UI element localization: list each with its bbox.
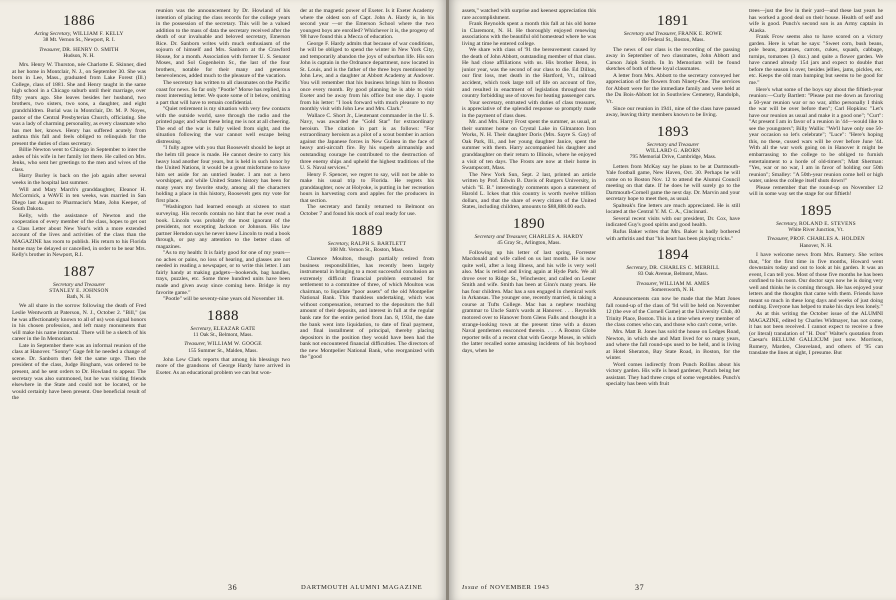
officer-address: 45 Gray St., Arlington, Mass. <box>497 240 561 247</box>
page-number-right: 37 <box>635 583 645 592</box>
class-year-heading: 1894 <box>657 247 689 264</box>
news-paragraph: Mr. and Mrs. Harry Frost spent the summer, as usual, at their summer home on Crystal Lake in Gilmanton Iron Works, N. H. Their daughter Doris (Mrs. Sayre S. Gay) of Oak Park, Ill., and her young daughter Janice, spent the summer with them. Harry accompanied his daughter and granddaughter on their return to Illinois, where he enjoyed a visit of ten days. The Frosts are now at their home in Swampscott, Mass. <box>462 119 596 172</box>
officer-address: 11 Oak St., Belmont, Mass. <box>193 331 253 338</box>
news-paragraph: George F. Hardy admits that because of war conditions, he will be obliged to spend the winter in New York City, and temporarily abandon the joys of suburban life. His son John is captain in the Ordnance department, now located in St. Louis, and is the father of the three boys mentioned by John Lew, and a daughter at Abbott Academy at Andover. You will remember that his business brings him to Boston once every month. By good planning he is able to visit Exeter and be away from his office but one day. I quote from his letter: "I look forward with much pleasure to my monthly visit with John Lew and Mrs. Clark." <box>300 40 434 113</box>
news-paragraph: der at the magnetic power of Exeter. Is it Exeter Academy where the oldest son of Capt. John A. Hardy is, in his second year —or the Emerson School where the two youngest boys are enrolled? Whichever it is, the progeny of '88 have found this a Mecca of education. <box>300 8 434 41</box>
news-paragraph: Harry Burley is back on the job again after several weeks in the hospital last summer. <box>12 173 146 187</box>
column-right-3 <box>749 8 883 582</box>
issue-date-footer <box>462 584 549 592</box>
officer-address: 38 Mt. Vernon St., Newport, R. I. <box>42 37 116 44</box>
news-paragraph: Billie Newton went to Chicago in September to inter the ashes of his wife in her family lot there. He called on Mrs. Jenks, who sent her greetings to the men and wives of the class. <box>12 147 146 173</box>
column-right-2 <box>606 8 740 582</box>
officer-name: WILLARD G. ABORN <box>645 147 701 154</box>
news-paragraph: The news of our class is the recording of the passing away in September of two classmates, John Abbott and Carson Jaiph Smith. In In Memoriam will be found sketches of both of these loyal classmates. <box>606 46 740 73</box>
officer-role: Secretary, <box>776 220 799 227</box>
news-paragraph: Spalteak's fine letters are much appreciated. He is still located at the Central Y. M. C. A., Cincinnati. <box>606 202 740 216</box>
news-paragraph: The secretary has written to all classmates on the Pacific coast for news. So far only "Pootle" Morse has replied, in a most interesting letter. We quote some of it below, omitting a part that will have to remain confidential. <box>156 80 290 106</box>
news-paragraph: Announcements can now be made that the Matt Jones fall round-up of the class of '94 will be held on November 12 (the eve of the Cornell Game) at the University Club, 40 Trinity Place, Boston. This is a time when every member of the class comes who can, and those who can't come, write. <box>606 296 740 329</box>
officer-address: Hudson, N. H. <box>63 52 95 59</box>
issue-label: Issue <box>462 584 479 591</box>
officer-name: STANLEY E. JOHNSON <box>49 287 109 294</box>
officer-role: Secretary and Treasurer, <box>474 233 529 240</box>
officer-role: Secretary and Treasurer, <box>623 31 679 37</box>
news-paragraph: A letter from Mrs. Abbott to the secretary conveyed her appreciation of the flowers from Ninety-One. The services for Abbott were for the immediate family and were held at the Du Bois-Abbott lot in Southview Cemetery, Randolph, Vt. <box>606 72 740 105</box>
officer-address: 108 Mt. Vernon St., Boston, Mass. <box>329 246 405 253</box>
class-year-heading: 1888 <box>207 307 239 324</box>
officer-address: Bath, N. H. <box>66 294 92 301</box>
officer-name: WILLIAM M. AMES <box>659 280 710 287</box>
officer-role: Secretary, <box>190 325 214 332</box>
news-paragraph: Rufus Baker writes that Mrs. Baker is badly bothered with arthritis and that "his heart has been playing tricks." <box>606 228 740 242</box>
news-paragraph: We all share in the sorrow following the death of Fred Leslie Wentworth at Paterson, N. J., October 2. "Bill," (as he was affectionately known to all of us) won signal honors in his chosen profession, and left many monuments that will make his name immortal. There will be a sketch of his career in the In Memoriam. <box>12 303 146 343</box>
officer-address: 83 Oak Avenue, Belmont, Mass. <box>638 271 708 278</box>
news-paragraph: trees—just the few in their yard—and these last years he has worked a good deal on their house. Health of self and wife is good. Punch's second son is an Army captain in Alaska. <box>749 8 883 34</box>
officer-name: DR. CHARLES C. MERRILL <box>649 265 720 272</box>
officer-name: PROF. CHARLES A. HOLDEN <box>790 236 865 243</box>
officer-name: CHARLES A. HARDY <box>528 233 584 240</box>
news-paragraph: "Quiet retirement is my situation with very few contacts with the outside world, save through the radio and the printed page; and what these bring me is not at all cheering. The end of the war is fully veiled from sight, and the situation following the war cannot well escape being distressing. <box>156 106 290 145</box>
officer-role: Treasurer, <box>39 46 63 53</box>
officer-name: FRANK E. ROWE <box>678 31 723 37</box>
left-page <box>0 0 447 600</box>
magazine-title-footer: DARTMOUTH ALUMNI MAGAZINE <box>301 584 423 591</box>
news-paragraph: Kelly, with the assistance of Newton and the cooperation of every member of the class, hopes to get out a Class Letter about New Year's with a more extended account of the lives and activities of the class than the MAGAZINE has room to publish. His return to his Florida home may be delayed or cancelled, in order to be near Mrs. Kelly's brother in Newport, R.I. <box>12 212 146 259</box>
news-paragraph: I have welcome news from Mrs. Rumery. She writes that, "for the first time in five months, Howard went downstairs today and out to look at his garden. It was an event, I can tell you. Most of those five months he has been confined to his room. Our doctor says now he is doing very well and thinks he is coming through. He has enjoyed your letters and the thoughts that came with them. Friends have meant so much in these long days and weeks of just doing nothing. Everyone has helped to make his days less lonely." <box>749 252 883 311</box>
news-paragraph: Mrs. Henry W. Thurston, née Charlotte E. Skinner, died at her home in Montclair, N. J., on September 30. She was born in Lee, Mass., graduated from Lake Forest (Ill.) College, class of 1881. She and Henry taught in the same high school in a Chicago suburb until their marriage, over fifty years ago. She leaves besides her husband, two brothers, two sisters, two sons, a daughter, and eight grandchildren. Burial was in Montclair, Dr. M. P. Noyes, pastor of the Central Presbyterian Church, officiating. She was a lady of charming personality, as every classmate who has met her, knows. Henry has suffered acutely from asthma this fall and feels obliged to relinquish for the present the duties of class secretary. <box>12 62 146 147</box>
news-paragraph: "As to my health: It is fairly good for one of my years—no aches or pains, no loss of hearing, and glasses are not needed in reading a newspaper, or to write this letter. I am fairly handy at making gadgets—bookends, bag handles, trays, puzzles, etc. Some three hundred units have been made and given away since coming here. Bridge is my favorite game." <box>156 250 290 296</box>
column-left-1 <box>12 8 146 582</box>
officer-name: DR. HENRY O. SMITH <box>62 46 119 53</box>
class-officer-line <box>749 236 883 242</box>
class-year-heading: 1887 <box>63 263 95 280</box>
officer-address: Somersworth, N. H. <box>651 286 695 293</box>
officer-name: ELEAZAR GATE <box>213 325 256 332</box>
news-paragraph: Please remember that the round-up on November 12 will in some way set the stage for our fiftieth! <box>749 184 883 198</box>
news-paragraph: Frank Reynolds spent a month this fall at his old home in Claremont, N. H. He thoroughly enjoyed renewing associations with the beautiful old homestead where he was living at time he entered college. <box>462 21 596 47</box>
news-paragraph: assets," watched with surprise and keenest appreciation this rare accomplishment. <box>462 8 596 21</box>
issue-month: of NOVEMBER 1943 <box>478 584 550 591</box>
officer-role: Secretary and Treasurer <box>646 141 700 148</box>
news-paragraph: Several recent visits with our president, Dr. Cox, have indicated Guy's good spirits and good health. <box>606 215 740 229</box>
news-paragraph: We share with class of '91 the bereavement caused by the death of John Abbott, outstanding member of that class. He had close affiliations with us. His brother Benn, in junior year, was the second of our class to die. Ed Dillon, our first loss, met death in the Hartford, Vt., railroad accident, which took large toll of life on account of fire, and resulted in enactment of legislation throughout the country forbidding use of stoves for heating passenger cars. <box>462 47 596 100</box>
officer-address: White River Junction, Vt. <box>788 227 844 234</box>
news-paragraph: Your secretary, entrusted with duties of class treasurer, is appreciative of the splendid response so promptly made in the payment of class dues. <box>462 99 596 119</box>
column-left-2 <box>156 8 290 582</box>
news-paragraph: As at this writing the October issue of the ALUMNI MAGAZINE, edited by Charles Widmayer, has not come, it has not been received. I cannot expect to receive a free (or literal) translation of "H. Don" Walter's quotation from Caesar's BELLUM GALLICUM just now. Morrison, Rumery, Marden, Cleaveland, and others of '95 can translate the lines at sight, I presume. But <box>749 310 883 357</box>
news-paragraph: Wallace C. Short Jr., Lieutenant commander in the U. S. Navy, was awarded the "Gold Star" for extraordinary heroism. The citation in part is as follows: "For extraordinary heroism as a pilot of a scout bomber in action against the Japanese forces in New Guinea in the face of heavy anti-aircraft fire. By his superb airmanship and outstanding courage he contributed to the destruction of three enemy ships and upheld the highest traditions of the U. S. Naval services." <box>300 112 434 172</box>
officer-address: 80 Federal St., Boston, Mass. <box>641 37 705 44</box>
class-year-heading: 1889 <box>351 222 383 239</box>
officer-address: 155 Summer St., Malden, Mass. <box>188 347 258 354</box>
page-number-left: 36 <box>228 583 238 592</box>
column-left-3 <box>300 8 434 582</box>
officer-role: Treasurer, <box>767 236 791 243</box>
news-paragraph: reunion was the announcement by Dr. Howland of his intention of placing the class records for the college years in the possession of the secretary. This will be a valued addition to the mass of data the secretary received after the death of our invaluable and beloved secretary, Emerson Rice. Dr. Sanborn writes with much enthusiasm of the sojourn of himself and Mrs. Sanborn at the Crawford House, for a month. Association with former U. S. Senator Moses, and Sol Gogenheim Sr., the last of the four brothers, notable for their many and generous benevolences, added much to the pleasure of the vacation. <box>156 8 290 80</box>
news-paragraph: Frank Frow seems also to have scored on a victory garden. Here is what he says: "Sweet corn, bush beans, pole beans, potatoes, carrots, cukes, squash, cabbage, turnips, tomatoes (3 doz.) and quite a flower garden. We have canned already 154 jars and expect to double that before the season is over, besides jellies, jams, pickles, etc. etc. Keeps the old man humping but seems to be good for me." <box>749 34 883 87</box>
news-paragraph: John Lew Clark reports that among his blessings two more of the grandsons of George Hardy have arrived in Exeter. As an educational problem we can but won- <box>156 356 290 376</box>
news-paragraph: Following up his letter of last spring, Forrester Macdonald and wife called on us last month. He is now quite well, after a long illness, and his wife is very well also. Mac is retired and living again at Hyde Park. We all drove over to Ridge St., Winchester, and called on Lester Smith and wife. Smith has been at Ginn's many years. He has four children. Mac has a son engaged in chemical work in Arkansas. The younger one, recently married, is taking a course at Tufts College. Mac has a nephew teaching grammar to Uncle Sam's wards at Hanover. . . . Reynolds motored over to Hanover from Glens Falls and thought it a strange-looking town at the present time with a dozen Naval gentlemen ensconced therein. . . . A Boston Globe reporter tells of a recent chat with George Moses, in which the latter recalled some amusing incidents of his boyhood days, when he <box>462 249 596 354</box>
news-paragraph: Word comes indirectly from Punch Rollins about his victory garden. His wife is head gardener, Punch being her assistant. They had three crops of some vegetables. Punch's specialty has been with fruit <box>606 361 740 388</box>
news-paragraph: Late in September there was an informal reunion of the class at Hanover. "Sonny" Gage felt he needed a change of scene. Dr. Sanborn then felt the same urge. Then the president of the class, Judge Bingham, was ordered to be present, and he sent orders to Dr. Howland to appear. The secretary was also summoned, but he was visiting friends elsewhere in the State and could not be located, or he would certainly have been present. One beneficial result of the <box>12 342 146 402</box>
news-paragraph: "Washington had learned enough at sixteen to start surveying. His records contain no hint that he ever read a book. Lincoln was probably the most ignorant of the presidents, not excepting Jackson or Johnson. His law partner Herndon says he never knew Lincoln to read a book through, or pay any attention to the better class of magazines. <box>156 204 290 250</box>
officer-role: Acting Secretary, <box>34 31 73 37</box>
news-paragraph: The secretary and family returned to Belmont on October 7 and found his stock of coal ready for use. <box>300 204 434 217</box>
news-paragraph: The New York Sun, Sept. 2 last, printed an article written by Prof. Edwin B. Davis of Rutgers University, in which "E. B." interestingly comments upon a statement of Harold L. Ickes that this country is worth twelve trillion dollars, and that the share of every citizen of the United States, including children, amounts to $88,888.00 each. <box>462 171 596 211</box>
column-right-1 <box>462 8 596 582</box>
news-paragraph: Henry F. Spencer, we regret to say, will not be able to make his usual trip to Florida. He regrets his granddaughter, now at Holyoke, is putting in her recreation hours in harvesting corn and apples for the producers in that section. <box>300 171 434 204</box>
news-paragraph: Mrs. Matt B. Jones has sold the house on Ledges Road, Newton, in which she and Matt lived for so many years, and where the fall round-ups used to be held, and is living at Hotel Sheraton, Bay State Road, in Boston, for the winter. <box>606 328 740 362</box>
news-paragraph: Letters from McKay say he plans to be at Dartmouth-Yale football game, New Haven, Oct. 30. Perhaps he will come on to Boston Nov. 12 to attend the Alumni Council meeting on that date. If he does he will surely go to the Dartmouth-Cornell game the next day. Dr. Marvin and your secretary hope to meet then, as usual. <box>606 163 740 203</box>
officer-name: RALPH S. BARTLETT <box>350 240 407 247</box>
officer-address: Hanover, N. H. <box>799 242 833 249</box>
class-year-heading: 1891 <box>657 13 689 29</box>
class-year-heading: 1895 <box>800 202 832 219</box>
officer-role: Secretary, <box>327 240 351 247</box>
officer-role: Secretary, <box>626 265 650 272</box>
news-paragraph: Will and Mary March's granddaughter, Eleanor H. McCormick, a WAVE in ten weeks, was married in San Diego last August to Pharmacist's Mate, John Keeper, of South Dakota. <box>12 186 146 213</box>
news-paragraph: "I fully agree with you that Roosevelt should be kept at the helm till peace is made. He cannot desire to carry his heavy load another four years, but is held in such honor by the United Nations, it would be a great misfortune to have him set aside for an untried leader. I am not a hero worshipper, and while United States history has been for many years my favorite study, among all the characters holding a place in this history, Roosevelt gets my vote for first place. <box>156 145 290 204</box>
class-year-heading: 1893 <box>657 123 689 140</box>
class-year-heading: 1886 <box>63 13 95 29</box>
officer-name: WILLIAM W. GOOGE <box>207 341 262 348</box>
officer-name: ROLAND E. STEVENS <box>799 220 856 227</box>
officer-name: WILLIAM F. KELLY <box>72 31 124 37</box>
news-paragraph: Clarence Moulton, though partially retired from business responsibilities, has recently been largely instrumental in bringing to a most successful conclusion an extremely difficult financial problem entrusted for settlement to a committee of three, of which Moulton was chairman, to liquidate "poor assets" of the old Montpelier National Bank. This thankless undertaking, which was without compensation, returned to the depositors the full amount of their deposits, and interest in full at the regular bank rate for the entire period from Jan. 8, 1934, the date the bank went into liquidation, to date of final payment, and final installment of principal, thereby placing depositors in the position they would have been had the bank not encountered financial difficulties. The directors of the new Montpelier National Bank, who reorganized with the "good <box>300 256 434 361</box>
class-year-heading: 1890 <box>513 215 545 232</box>
officer-role: Treasurer, <box>636 280 660 287</box>
officer-address: 795 Memorial Drive, Cambridge, Mass. <box>629 154 717 161</box>
news-paragraph: Since our reunion in 1941, nine of the class have passed away, leaving thirty members known to be living. <box>606 105 740 119</box>
right-page <box>449 0 896 600</box>
news-paragraph: "Pootle" will be seventy-nine years old November 18. <box>163 296 284 303</box>
officer-role: Treasurer, <box>184 341 208 348</box>
officer-role: Secretary and Treasurer <box>52 281 106 288</box>
news-paragraph: Here's what some of the boys say about the fiftieth-year reunion:—Curly Bartlett: "Please put me down as favoring a 50-year reunion war or no war, altho personally I think the war will be over before then"; Carl Hopkins: "Let's have our reunion as usual and make it a good one"; "Curt": "At present I am in favor of a reunion in '44—would like to see the youngsters"; Billy Wallis: "We'll have only one 50-year occasion so let's celebrate"; "Luce": "Here's hoping this, no these, cussed wars will be over before June '44. With all the war work going on in Hanover it might be embarrassing to the college to be obliged to furnish entertainment to a horde of old-timers"; Matt Sherman: "Yes, war or no war, I am in favor of holding our 50th reunion"; Smalley: "A 50th-year reunion come hell or high water, unless the college itself shuts down!" <box>749 86 883 185</box>
